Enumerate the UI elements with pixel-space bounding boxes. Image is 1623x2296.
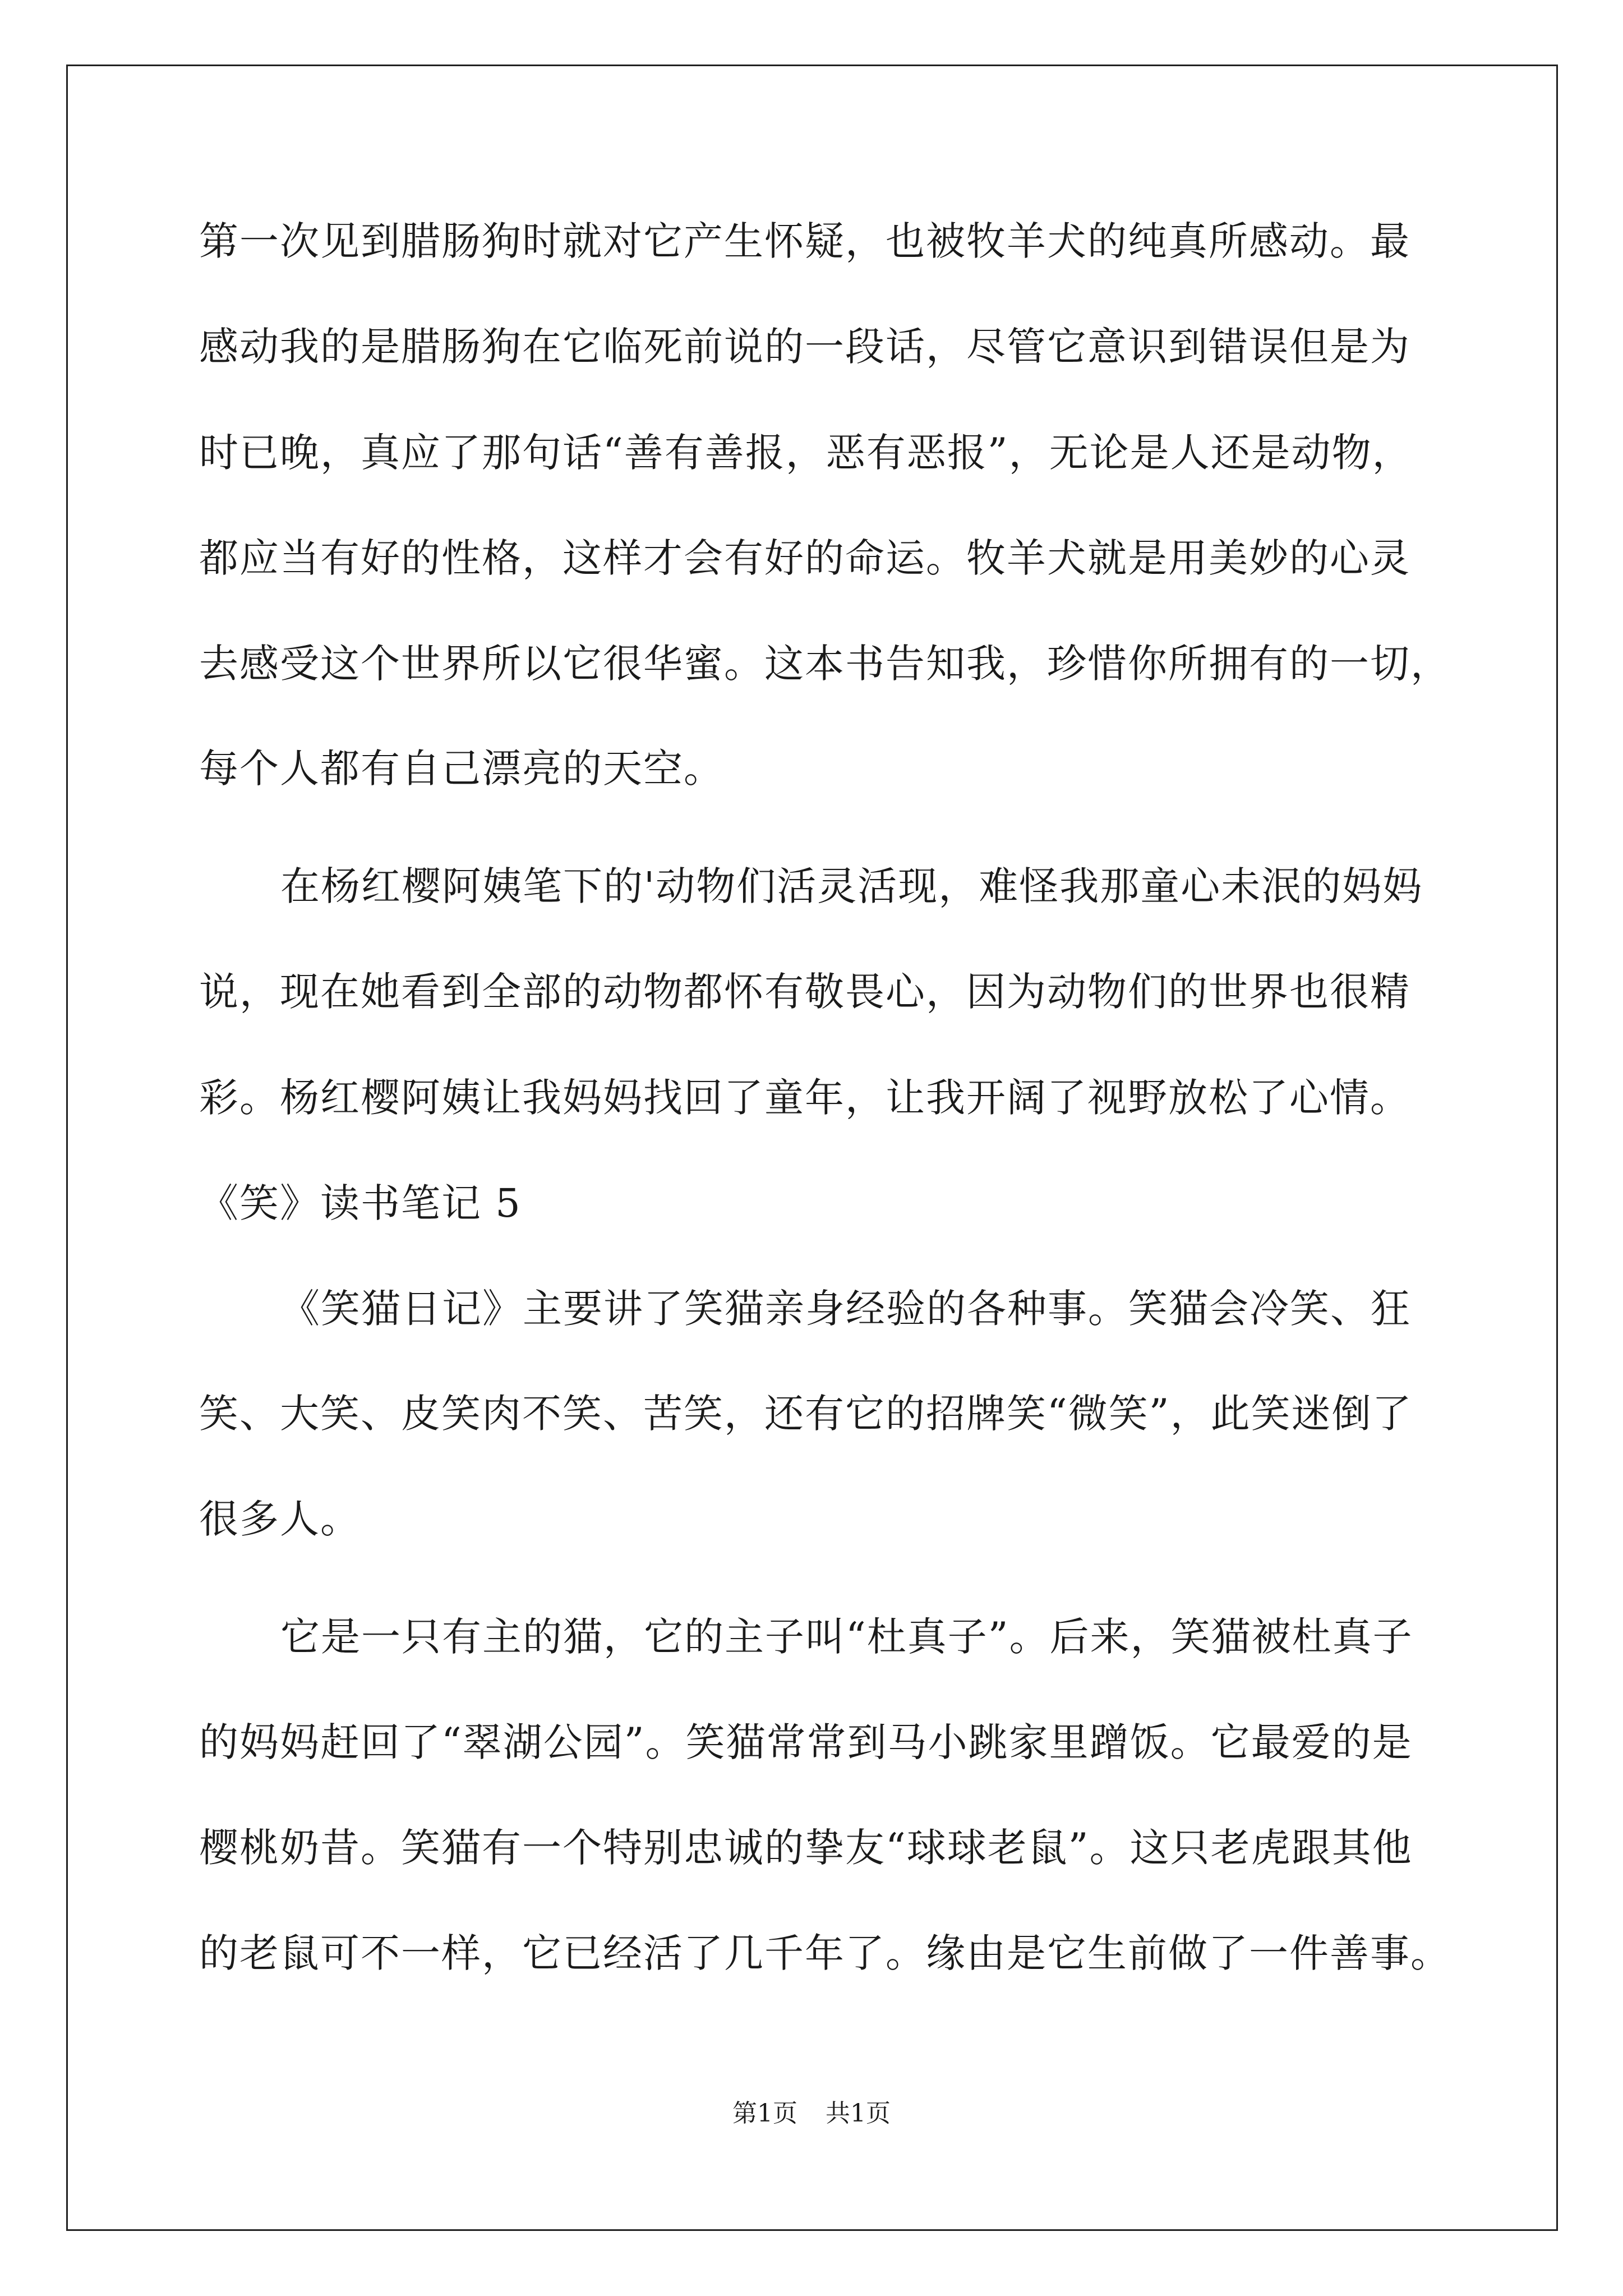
body-line: 时已晚，真应了那句话“善有善报，恶有恶报”，无论是人还是动物， xyxy=(199,430,1413,476)
body-line: 去感受这个世界所以它很华蜜。这本书告知我，珍惜你所拥有的一切， xyxy=(199,641,1451,687)
page-number-current: 第1页 xyxy=(732,2099,797,2128)
body-line: 彩。杨红樱阿姨让我妈妈找回了童年，让我开阔了视野放松了心情。 xyxy=(199,1075,1410,1121)
body-line: 都应当有好的性格，这样才会有好的命运。牧羊犬就是用美妙的心灵 xyxy=(199,535,1410,581)
body-line: 感动我的是腊肠狗在它临死前说的一段话，尽管它意识到错误但是为 xyxy=(199,324,1410,370)
body-line: 很多人。 xyxy=(199,1496,361,1542)
page-border xyxy=(66,65,1558,2231)
paragraph-start-line: 《笑猫日记》主要讲了笑猫亲身经验的各种事。笑猫会冷笑、狂 xyxy=(280,1286,1411,1332)
body-line: 樱桃奶昔。笑猫有一个特别忠诚的挚友“球球老鼠”。这只老虎跟其他 xyxy=(199,1825,1413,1871)
paragraph-start-line: 在杨红樱阿姨笔下的'动物们活灵活现，难怪我那童心未泯的妈妈 xyxy=(280,863,1423,909)
body-line: 的妈妈赶回了“翠湖公园”。笑猫常常到马小跳家里蹭饭。它最爱的是 xyxy=(199,1719,1413,1765)
page-footer xyxy=(0,2097,1623,2131)
section-heading: 《笑》读书笔记 5 xyxy=(199,1180,522,1226)
body-line: 说，现在她看到全部的动物都怀有敬畏心，因为动物们的世界也很精 xyxy=(199,969,1410,1015)
body-line: 第一次见到腊肠狗时就对它产生怀疑，也被牧羊犬的纯真所感动。最 xyxy=(199,218,1410,264)
body-line: 的老鼠可不一样，它已经活了几千年了。缘由是它生前做了一件善事。 xyxy=(199,1930,1451,1976)
body-line: 笑、大笑、皮笑肉不笑、苦笑，还有它的招牌笑“微笑”，此笑迷倒了 xyxy=(199,1391,1413,1437)
page-number-total: 共1页 xyxy=(826,2099,891,2128)
paragraph-start-line: 它是一只有主的猫，它的主子叫“杜真子”。后来，笑猫被杜真子 xyxy=(280,1614,1413,1660)
body-line: 每个人都有自己漂亮的天空。 xyxy=(199,746,724,792)
